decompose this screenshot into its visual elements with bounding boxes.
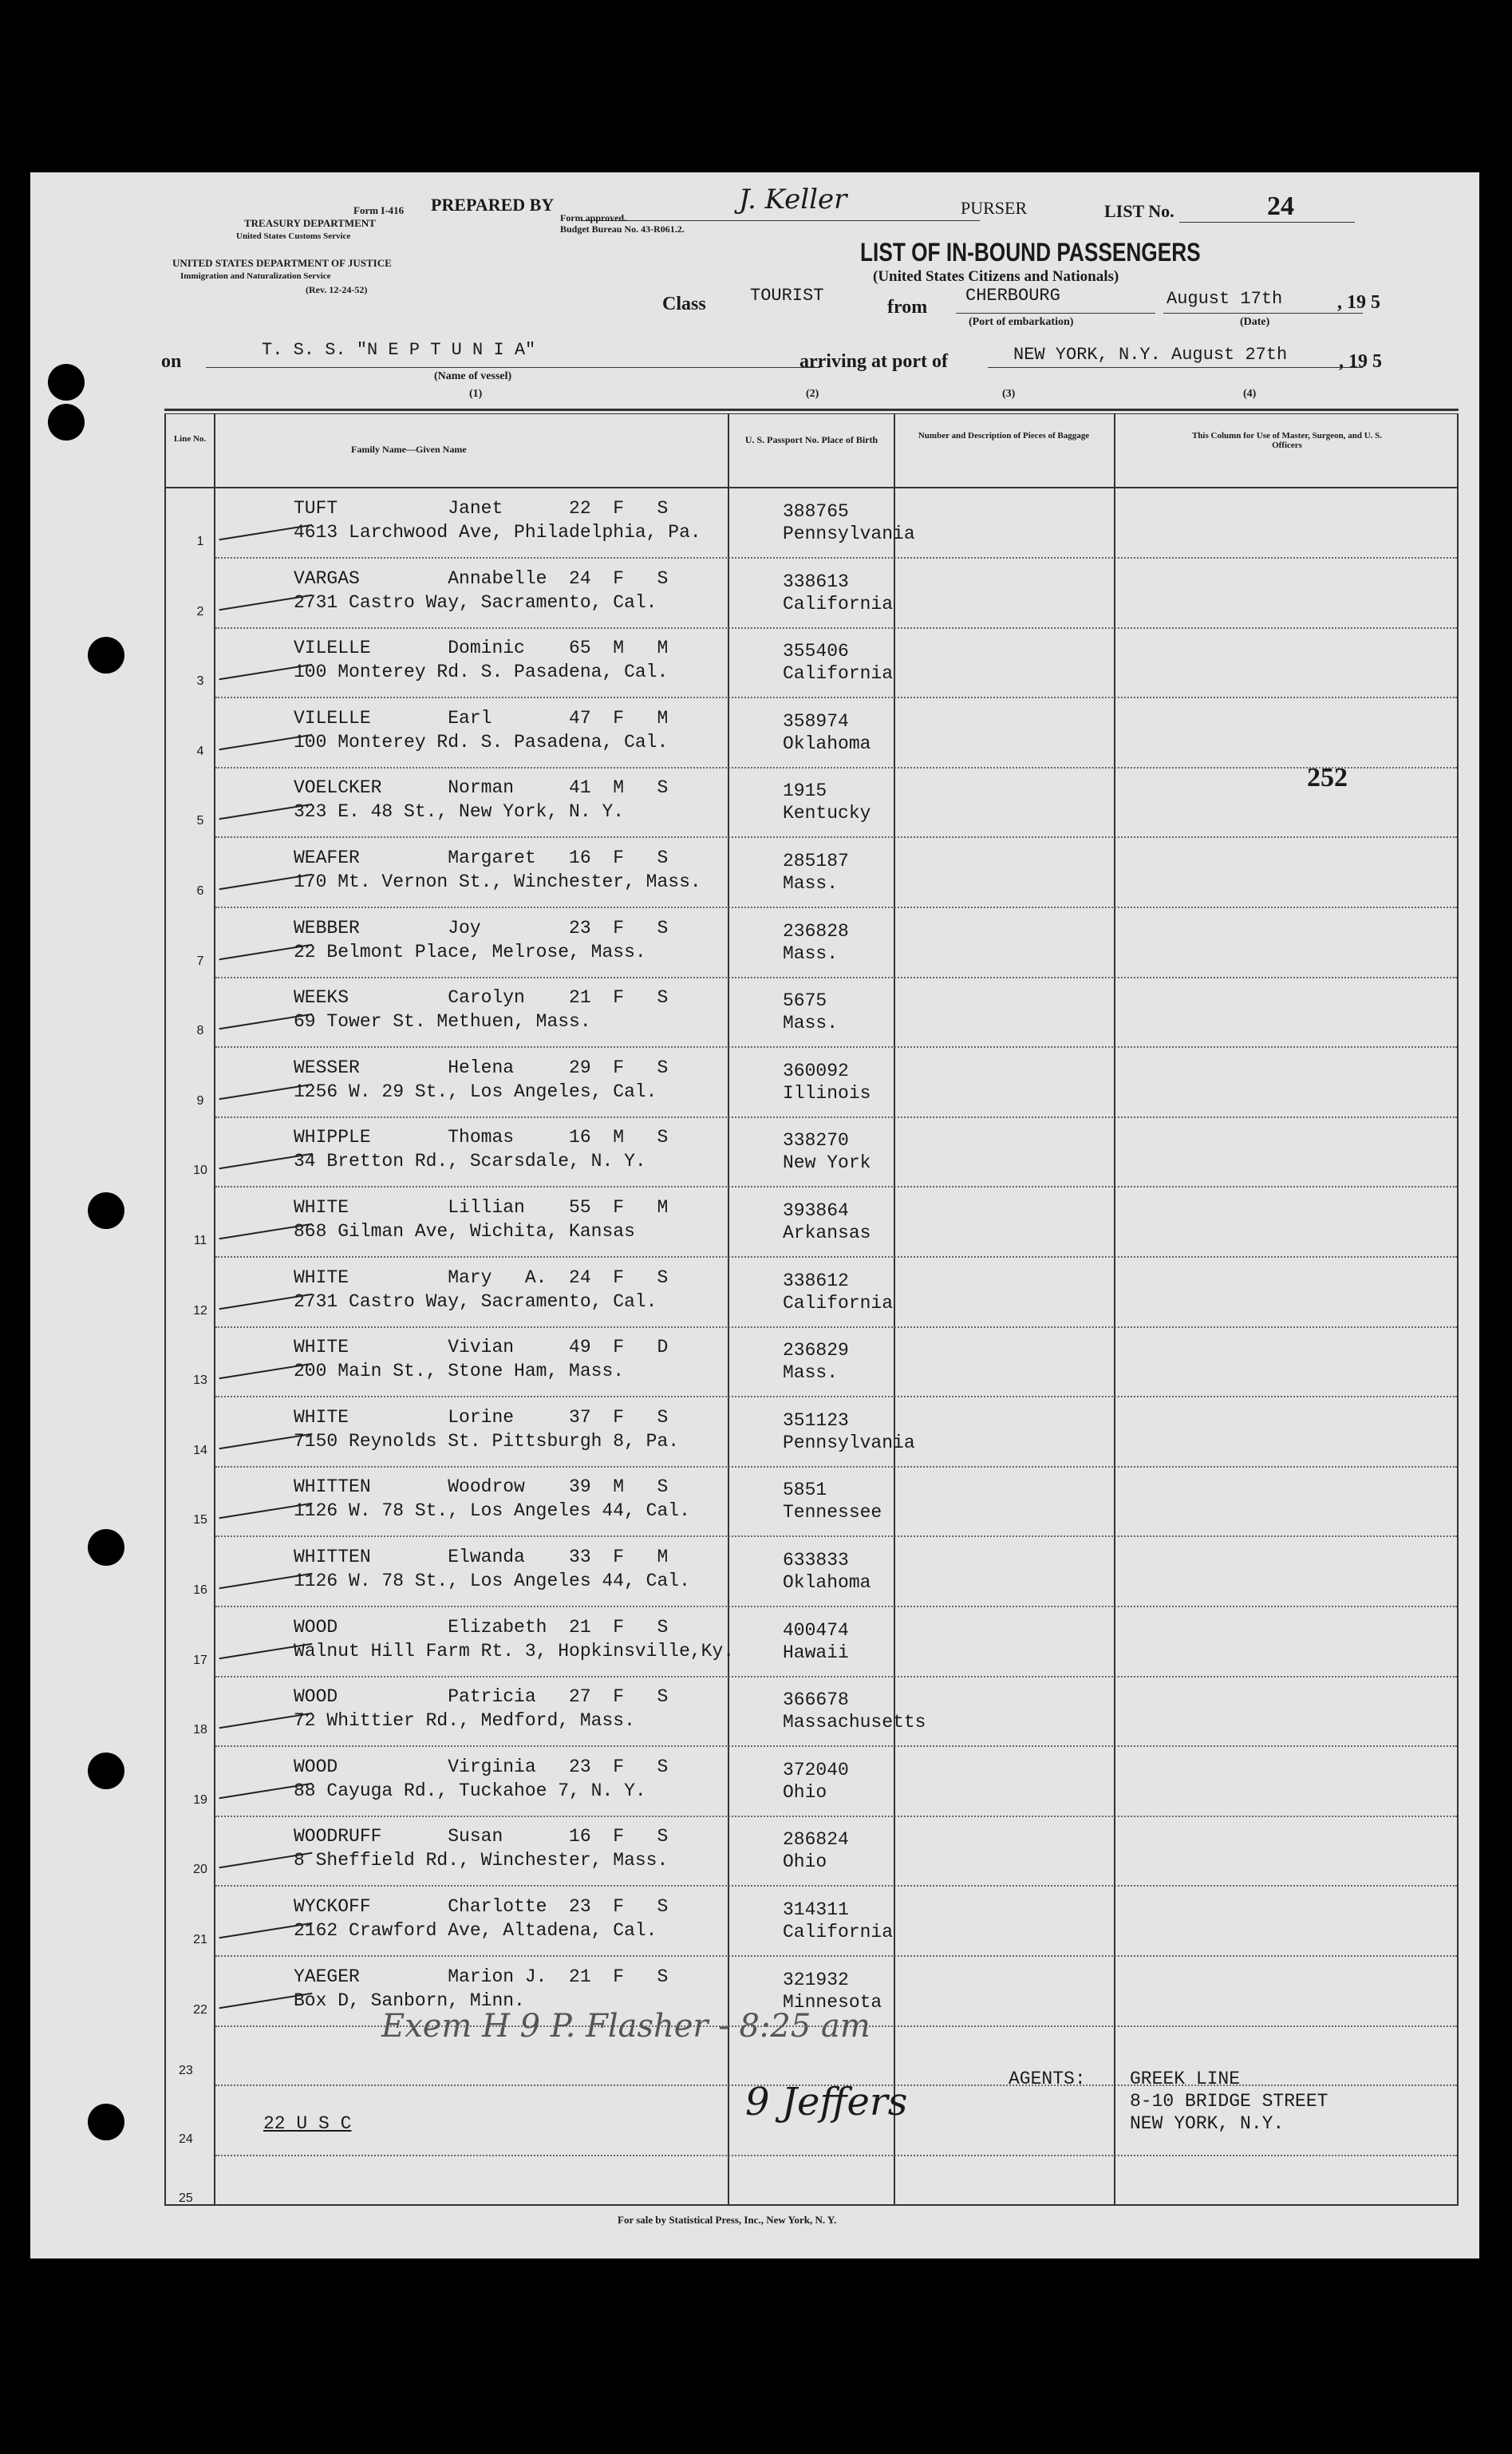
- place-of-birth: Arkansas: [783, 1223, 871, 1243]
- place-of-birth: Minnesota: [783, 1991, 882, 2013]
- table-row: [172, 490, 1457, 560]
- line-number: 16: [193, 1583, 207, 1597]
- table-row: [172, 1329, 1457, 1399]
- prepared-by-label: PREPARED BY: [431, 195, 555, 215]
- class-label: Class: [662, 294, 706, 314]
- handwritten-note: Exem H 9 P. Flasher - 8:25 am: [381, 2008, 870, 2045]
- passenger-address: 72 Whittier Rd., Medford, Mass.: [294, 1710, 635, 1732]
- line-number: 2: [196, 604, 204, 618]
- passenger-address: 2162 Crawford Ave, Altadena, Cal.: [294, 1920, 657, 1941]
- passenger-address: 34 Bretton Rd., Scarsdale, N. Y.: [294, 1151, 646, 1172]
- line-number: 4: [196, 744, 204, 758]
- passenger-address: 170 Mt. Vernon St., Winchester, Mass.: [294, 871, 701, 892]
- punch-hole: [48, 364, 85, 401]
- line-number: 15: [193, 1513, 207, 1527]
- line-number: 7: [196, 954, 204, 968]
- table-row: [172, 1399, 1457, 1469]
- passenger-name: WYCKOFF Charlotte 23 F S: [294, 1896, 669, 1917]
- punch-hole: [88, 637, 124, 674]
- line-number: 23: [179, 2064, 193, 2077]
- header-passport: U. S. Passport No. Place of Birth: [744, 434, 878, 445]
- table-row: [172, 700, 1457, 770]
- arrival-year: , 19 5: [1339, 351, 1382, 372]
- table-row: [172, 1539, 1457, 1609]
- punch-hole: [88, 2104, 124, 2140]
- usc-note: 22 U S C: [263, 2113, 352, 2134]
- stamp-number: 252: [1307, 763, 1348, 792]
- passenger-name: WHITE Vivian 49 F D: [294, 1337, 669, 1358]
- table-row: [172, 560, 1457, 630]
- header-name: Family Name—Given Name: [351, 444, 467, 455]
- place-of-birth: Mass.: [783, 1362, 839, 1384]
- header-line-no: Line No.: [173, 434, 207, 444]
- passenger-address: 1126 W. 78 St., Los Angeles 44, Cal.: [294, 1571, 690, 1591]
- col-3-number: (3): [1002, 388, 1016, 400]
- table-row: [172, 840, 1457, 910]
- line-number: 5: [196, 814, 204, 828]
- passport-number: 338613: [783, 571, 849, 592]
- passport-number: 633833: [783, 1550, 849, 1571]
- passenger-name: WESSER Helena 29 F S: [294, 1057, 669, 1078]
- table-row: [172, 1468, 1457, 1539]
- passenger-name: WHITE Lorine 37 F S: [294, 1406, 669, 1428]
- dept-justice: UNITED STATES DEPARTMENT OF JUSTICE: [172, 257, 392, 269]
- passport-number: 5851: [783, 1480, 827, 1501]
- passport-number: 360092: [783, 1060, 849, 1081]
- line-number: 17: [193, 1653, 207, 1667]
- agents-label: AGENTS:: [1009, 2069, 1086, 2089]
- arrival-port-date: NEW YORK, N.Y. August 27th: [1013, 345, 1288, 365]
- line-number: 14: [193, 1443, 207, 1457]
- place-of-birth: Mass.: [783, 873, 839, 894]
- agent-city: NEW YORK, N.Y.: [1130, 2113, 1285, 2134]
- table-row: [172, 979, 1457, 1049]
- passport-number: 321932: [783, 1969, 849, 1990]
- col-2-number: (2): [806, 388, 819, 400]
- on-label: on: [161, 351, 182, 372]
- passenger-address: 7150 Reynolds St. Pittsburgh 8, Pa.: [294, 1430, 680, 1452]
- line-number: 18: [193, 1723, 207, 1737]
- table-row: [172, 1749, 1457, 1819]
- passenger-address: Walnut Hill Farm Rt. 3, Hopkinsville,Ky.: [294, 1640, 735, 1662]
- form-page: [30, 172, 1479, 2258]
- line-number: 6: [196, 884, 204, 898]
- port-embarkation-label: (Port of embarkation): [969, 316, 1074, 328]
- passenger-address: Box D, Sanborn, Minn.: [294, 1990, 525, 2011]
- place-of-birth: Mass.: [783, 1013, 839, 1034]
- line-number: 22: [193, 2002, 207, 2017]
- line-number: 24: [179, 2132, 193, 2146]
- line-number: 21: [193, 1933, 207, 1946]
- passenger-address: 1126 W. 78 St., Los Angeles 44, Cal.: [294, 1500, 690, 1522]
- footer-printer: For sale by Statistical Press, Inc., New York, N. Y.: [618, 2214, 837, 2226]
- revision: (Rev. 12-24-52): [306, 284, 368, 295]
- passport-number: 1915: [783, 780, 827, 802]
- line-number: 13: [193, 1373, 207, 1388]
- place-of-birth: Hawaii: [783, 1642, 849, 1663]
- budget-bureau: Budget Bureau No. 43-R061.2.: [560, 223, 685, 235]
- agent-name: GREEK LINE: [1130, 2069, 1241, 2089]
- line-number: 11: [193, 1234, 207, 1247]
- passenger-name: WEEKS Carolyn 21 F S: [294, 987, 669, 1009]
- table-row: [172, 1259, 1457, 1330]
- passenger-address: 868 Gilman Ave, Wichita, Kansas: [294, 1221, 635, 1242]
- place-of-birth: Pennsylvania: [783, 1432, 915, 1453]
- passenger-name: WHIPPLE Thomas 16 M S: [294, 1127, 669, 1148]
- place-of-birth: Oklahoma: [783, 1572, 871, 1593]
- place-of-birth: Mass.: [783, 942, 839, 964]
- punch-hole: [88, 1753, 124, 1789]
- page-title: LIST OF IN-BOUND PASSENGERS: [860, 238, 1201, 267]
- passenger-name: VILELLE Earl 47 F M: [294, 707, 669, 729]
- passenger-address: 100 Monterey Rd. S. Pasadena, Cal.: [294, 731, 669, 753]
- line-number: 1: [196, 535, 204, 548]
- table-row: [172, 1119, 1457, 1189]
- passenger-address: 323 E. 48 St., New York, N. Y.: [294, 801, 625, 823]
- passenger-address: 100 Monterey Rd. S. Pasadena, Cal.: [294, 662, 669, 683]
- punch-hole: [88, 1192, 124, 1229]
- passenger-name: WEBBER Joy 23 F S: [294, 917, 669, 939]
- place-of-birth: Tennessee: [783, 1502, 882, 1523]
- prepared-by-signature: J. Keller: [739, 184, 847, 215]
- vessel-name: T. S. S. "N E P T U N I A": [262, 340, 536, 360]
- passport-number: 338612: [783, 1270, 849, 1291]
- passenger-name: WHITE Lillian 55 F M: [294, 1197, 669, 1218]
- place-of-birth: Kentucky: [783, 803, 871, 824]
- place-of-birth: California: [783, 593, 894, 614]
- place-of-birth: California: [783, 663, 894, 685]
- line-number: 8: [196, 1024, 204, 1038]
- col-1-number: (1): [469, 388, 483, 400]
- passport-number: 358974: [783, 710, 849, 732]
- table-row: [172, 910, 1457, 980]
- page-subtitle: (United States Citizens and Nationals): [873, 268, 1119, 285]
- table-row: [172, 1678, 1457, 1749]
- line-number: 25: [179, 2191, 193, 2205]
- place-of-birth: California: [783, 1292, 894, 1314]
- passenger-name: WEAFER Margaret 16 F S: [294, 848, 669, 868]
- place-of-birth: Ohio: [783, 1781, 827, 1803]
- passenger-name: YAEGER Marion J. 21 F S: [294, 1966, 669, 1987]
- line-number: 10: [193, 1164, 207, 1178]
- dept-treasury-sub: United States Customs Service: [236, 231, 351, 241]
- place-of-birth: Ohio: [783, 1851, 827, 1873]
- passport-number: 314311: [783, 1899, 849, 1920]
- passenger-address: 4613 Larchwood Ave, Philadelphia, Pa.: [294, 522, 701, 543]
- passenger-address: 1256 W. 29 St., Los Angeles, Cal.: [294, 1081, 657, 1102]
- purser-label: PURSER: [961, 198, 1028, 218]
- passport-number: 393864: [783, 1200, 849, 1221]
- passenger-address: 2731 Castro Way, Sacramento, Cal.: [294, 591, 657, 613]
- passport-number: 338270: [783, 1130, 849, 1152]
- passenger-name: WHITE Mary A. 24 F S: [294, 1267, 669, 1288]
- passenger-name: VARGAS Annabelle 24 F S: [294, 567, 669, 589]
- passenger-name: TUFT Janet 22 F S: [294, 498, 669, 519]
- table-row: [172, 1818, 1457, 1888]
- passport-number: 351123: [783, 1409, 849, 1431]
- passenger-name: WOOD Patricia 27 F S: [294, 1686, 669, 1708]
- passenger-address: 8 Sheffield Rd., Winchester, Mass.: [294, 1850, 669, 1871]
- place-of-birth: Massachusetts: [783, 1712, 926, 1733]
- port-embarkation: CHERBOURG: [965, 286, 1060, 306]
- handwritten-signature: 9 Jeffers: [745, 2080, 908, 2124]
- passport-number: 236829: [783, 1340, 849, 1361]
- agent-street: 8-10 BRIDGE STREET: [1130, 2091, 1328, 2112]
- header-officers: This Column for Use of Master, Surgeon, and U. S. Officers: [1191, 431, 1383, 450]
- passport-number: 372040: [783, 1759, 849, 1780]
- departure-year: , 19 5: [1337, 292, 1380, 313]
- vessel-label: (Name of vessel): [434, 370, 512, 382]
- arriving-label: arriving at port of: [799, 351, 948, 372]
- passport-number: 366678: [783, 1689, 849, 1711]
- punch-hole: [48, 404, 85, 441]
- passport-number: 286824: [783, 1829, 849, 1851]
- line-number: 20: [193, 1863, 207, 1877]
- passport-number: 5675: [783, 990, 827, 1012]
- passenger-name: WHITTEN Woodrow 39 M S: [294, 1476, 669, 1498]
- header-baggage: Number and Description of Pieces of Baggage: [918, 431, 1090, 441]
- col-4-number: (4): [1243, 388, 1257, 400]
- punch-hole: [88, 1529, 124, 1566]
- place-of-birth: Pennsylvania: [783, 524, 915, 544]
- passport-number: 400474: [783, 1619, 849, 1641]
- passenger-name: VILELLE Dominic 65 M M: [294, 638, 669, 659]
- departure-date: August 17th: [1167, 289, 1283, 309]
- passport-number: 236828: [783, 920, 849, 942]
- passport-number: 355406: [783, 641, 849, 662]
- passenger-name: WHITTEN Elwanda 33 F M: [294, 1547, 669, 1567]
- line-number: 9: [196, 1093, 204, 1108]
- passenger-name: WOOD Virginia 23 F S: [294, 1756, 669, 1777]
- passenger-address: 200 Main St., Stone Ham, Mass.: [294, 1361, 625, 1382]
- dept-treasury: TREASURY DEPARTMENT: [244, 217, 376, 229]
- line-number: 3: [196, 674, 204, 689]
- line-number: 12: [193, 1303, 207, 1318]
- form-number: Form I-416: [353, 204, 405, 216]
- from-label: from: [887, 297, 928, 318]
- table-row: [172, 630, 1457, 700]
- passport-number: 285187: [783, 851, 849, 871]
- table-row: [172, 1888, 1457, 1958]
- list-no-label: LIST No.: [1104, 201, 1174, 221]
- class-value: TOURIST: [750, 286, 824, 306]
- date-label: (Date): [1240, 316, 1270, 328]
- passenger-address: 69 Tower St. Methuen, Mass.: [294, 1011, 591, 1033]
- place-of-birth: Oklahoma: [783, 733, 871, 754]
- place-of-birth: New York: [783, 1152, 871, 1174]
- form-approved: Form approved.: [560, 212, 627, 223]
- passenger-address: 22 Belmont Place, Melrose, Mass.: [294, 941, 646, 962]
- passenger-name: WOODRUFF Susan 16 F S: [294, 1826, 669, 1847]
- place-of-birth: Illinois: [783, 1082, 871, 1104]
- table-row: [172, 1049, 1457, 1120]
- place-of-birth: California: [783, 1922, 894, 1942]
- line-number: 19: [193, 1792, 207, 1807]
- passport-number: 388765: [783, 501, 849, 522]
- list-number: 24: [1267, 192, 1294, 221]
- table-row: [172, 1609, 1457, 1679]
- table-row: [172, 1189, 1457, 1259]
- passenger-address: 2731 Castro Way, Sacramento, Cal.: [294, 1290, 657, 1312]
- passenger-address: 88 Cayuga Rd., Tuckahoe 7, N. Y.: [294, 1780, 646, 1801]
- passenger-name: WOOD Elizabeth 21 F S: [294, 1616, 669, 1638]
- dept-justice-sub: Immigration and Naturalization Service: [180, 271, 331, 281]
- passenger-name: VOELCKER Norman 41 M S: [294, 777, 669, 799]
- table-row: [172, 769, 1457, 840]
